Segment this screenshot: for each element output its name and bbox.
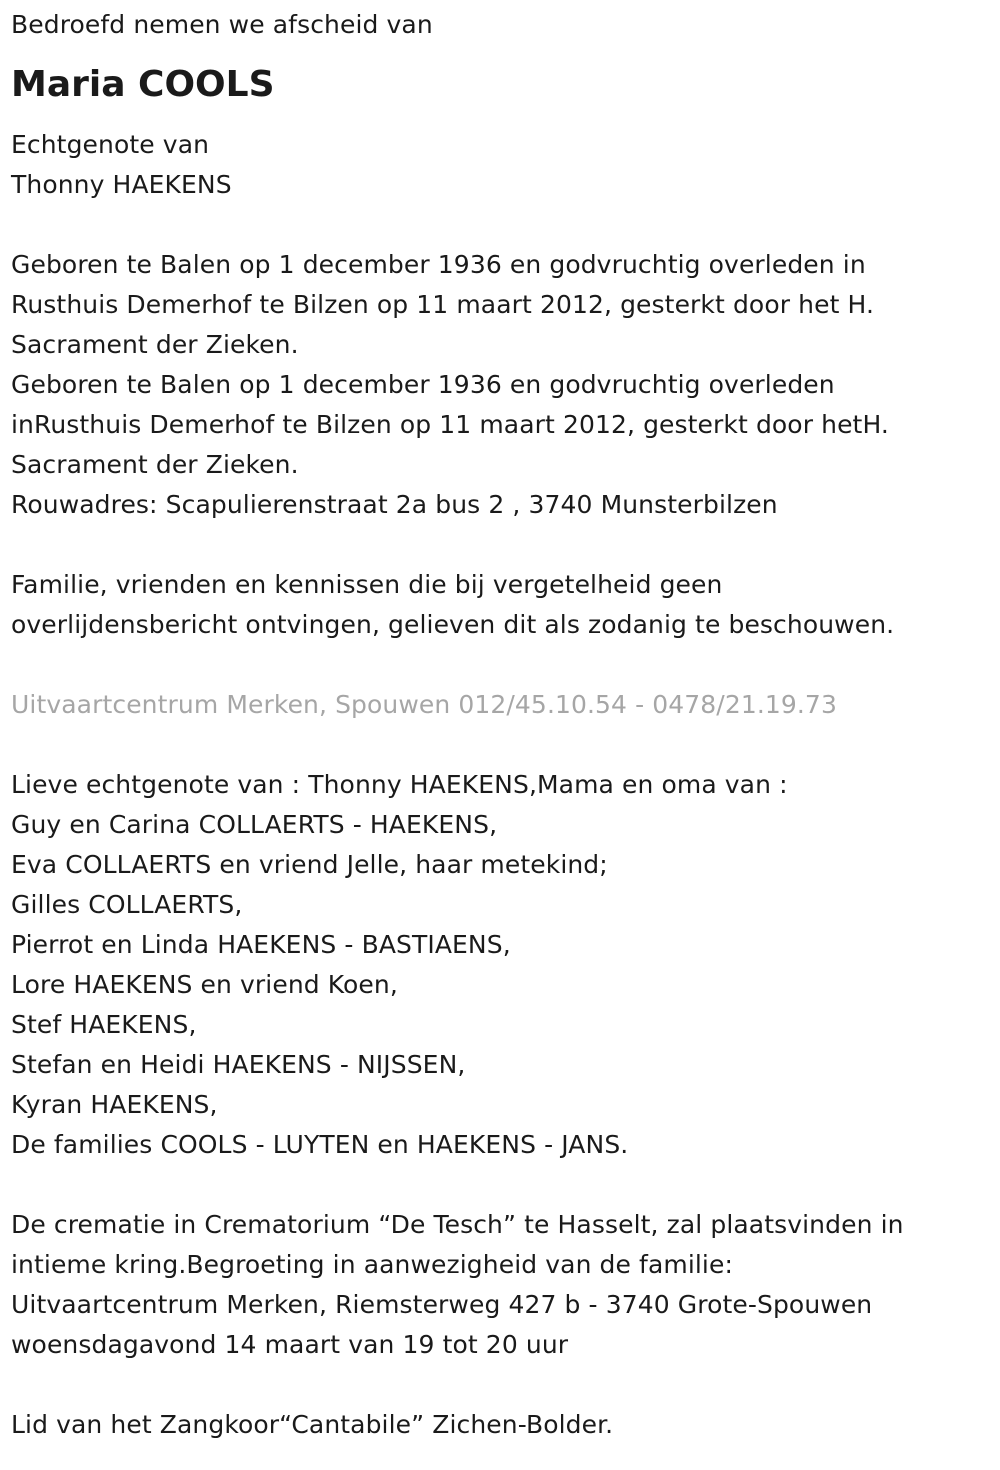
obituary-document xyxy=(11,5,991,1445)
family-line: De families COOLS - LUYTEN en HAEKENS - JANS. xyxy=(11,1130,629,1159)
cremation-line: woensdagavond 14 maart van 19 tot 20 uur xyxy=(11,1330,569,1359)
spouse-name: Thonny HAEKENS xyxy=(11,170,232,199)
birth-death-line: Geboren te Balen op 1 december 1936 en godvruchtig overleden in xyxy=(11,250,866,279)
family-line: Lore HAEKENS en vriend Koen, xyxy=(11,970,398,999)
family-line: Pierrot en Linda HAEKENS - BASTIAENS, xyxy=(11,930,511,959)
family-line: Guy en Carina COLLAERTS - HAEKENS, xyxy=(11,810,498,839)
family-section xyxy=(11,765,991,1165)
spacer xyxy=(11,525,991,565)
family-line: Stef HAEKENS, xyxy=(11,1010,197,1039)
spacer xyxy=(11,205,991,245)
notice-line: overlijdensbericht ontvingen, gelieven dit als zodanig te beschouwen. xyxy=(11,610,895,639)
notice-line: Familie, vrienden en kennissen die bij vergetelheid geen xyxy=(11,570,723,599)
spacer xyxy=(11,725,991,765)
spouse-label: Echtgenote van xyxy=(11,130,210,159)
family-line: Lieve echtgenote van : Thonny HAEKENS,Mama en oma van : xyxy=(11,770,788,799)
spacer xyxy=(11,1165,991,1205)
spacer xyxy=(11,645,991,685)
intro-text: Bedroefd nemen we afscheid van xyxy=(11,10,433,39)
choir-membership: Lid van het Zangkoor“Cantabile” Zichen-Bolder. xyxy=(11,1410,614,1439)
cremation-line: intieme kring.Begroeting in aanwezigheid van de familie: xyxy=(11,1250,733,1279)
birth-death-line: inRusthuis Demerhof te Bilzen op 11 maart 2012, gesterkt door hetH. xyxy=(11,410,889,439)
mourning-address: Rouwadres: Scapulierenstraat 2a bus 2 , 3740 Munsterbilzen xyxy=(11,490,778,519)
family-line: Eva COLLAERTS en vriend Jelle, haar metekind; xyxy=(11,850,608,879)
cremation-line: De crematie in Crematorium “De Tesch” te Hasselt, zal plaatsvinden in xyxy=(11,1210,904,1239)
birth-death-line: Sacrament der Zieken. xyxy=(11,330,299,359)
notice-section xyxy=(11,565,991,645)
birth-death-line: Rusthuis Demerhof te Bilzen op 11 maart 2012, gesterkt door het H. xyxy=(11,290,875,319)
cremation-section xyxy=(11,1205,991,1365)
spacer xyxy=(11,1365,991,1405)
family-line: Stefan en Heidi HAEKENS - NIJSSEN, xyxy=(11,1050,466,1079)
birth-death-line: Sacrament der Zieken. xyxy=(11,450,299,479)
birth-death-section xyxy=(11,245,991,525)
deceased-name: Maria COOLS xyxy=(11,64,275,105)
family-line: Kyran HAEKENS, xyxy=(11,1090,218,1119)
family-line: Gilles COLLAERTS, xyxy=(11,890,243,919)
birth-death-line: Geboren te Balen op 1 december 1936 en godvruchtig overleden xyxy=(11,370,835,399)
funeral-home-contact: Uitvaartcentrum Merken, Spouwen 012/45.10.54 - 0478/21.19.73 xyxy=(11,690,837,719)
cremation-line: Uitvaartcentrum Merken, Riemsterweg 427 b - 3740 Grote-Spouwen xyxy=(11,1290,873,1319)
